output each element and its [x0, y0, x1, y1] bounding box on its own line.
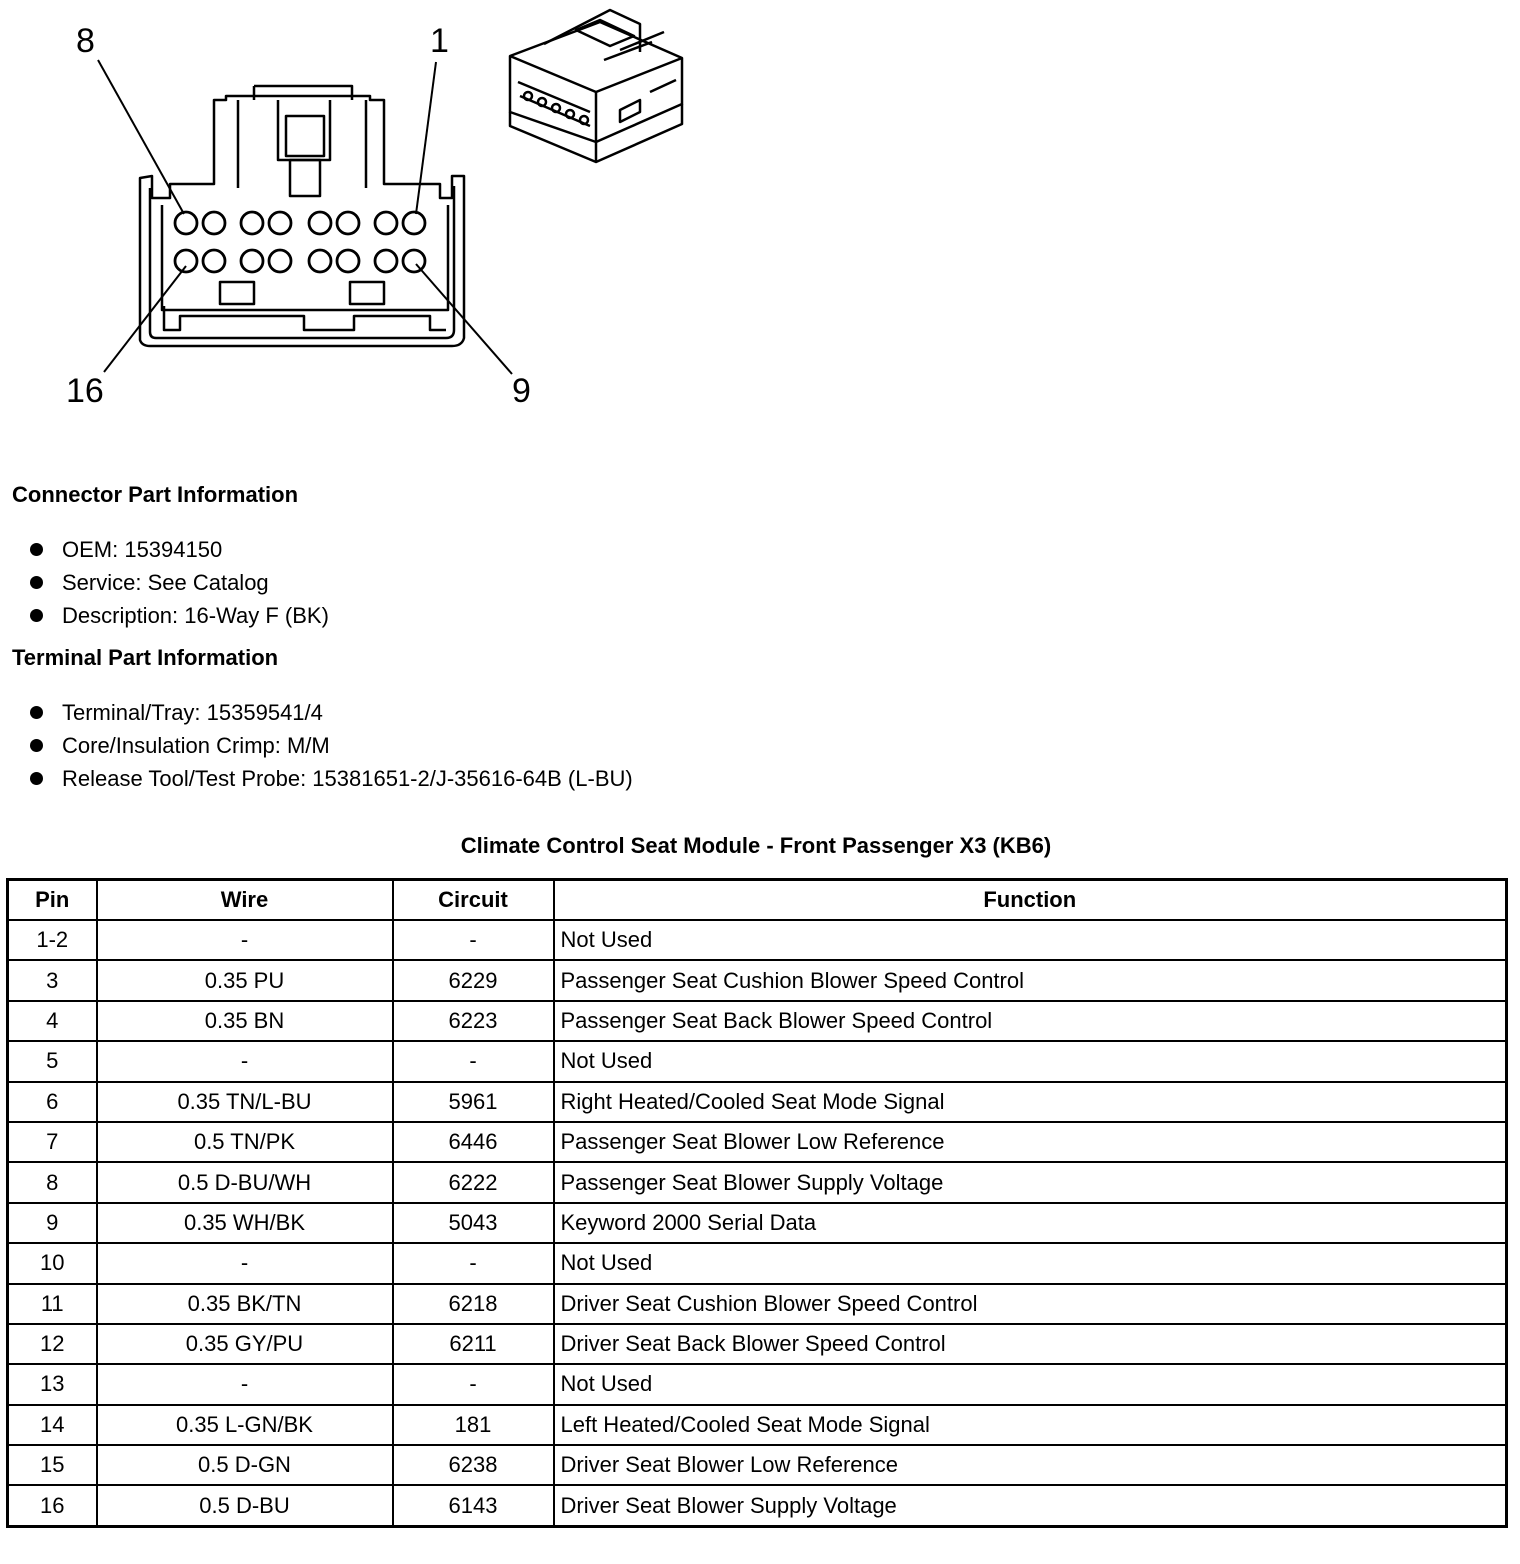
cell-function: Not Used: [554, 1243, 1507, 1283]
cell-wire: 0.5 TN/PK: [97, 1122, 393, 1162]
cell-function: Passenger Seat Cushion Blower Speed Control: [554, 960, 1507, 1000]
cell-function: Driver Seat Blower Supply Voltage: [554, 1485, 1507, 1526]
cell-function: Left Heated/Cooled Seat Mode Signal: [554, 1405, 1507, 1445]
pin-label-8: 8: [76, 22, 95, 60]
cell-wire: -: [97, 1364, 393, 1404]
terminal-info-list: [30, 696, 633, 795]
connector-iso-illustration: [510, 10, 682, 162]
table-row: [8, 960, 1507, 1000]
cell-pin: 6: [8, 1082, 97, 1122]
cell-wire: 0.35 PU: [97, 960, 393, 1000]
table-row: [8, 1082, 1507, 1122]
terminal-info-item: Terminal/Tray: 15359541/4: [30, 696, 633, 729]
cell-circuit: 6446: [393, 1122, 554, 1162]
cell-wire: 0.35 TN/L-BU: [97, 1082, 393, 1122]
leader-line-1: [416, 62, 436, 214]
header-circuit: Circuit: [393, 880, 554, 921]
table-row: [8, 1122, 1507, 1162]
key-left: [220, 282, 254, 304]
cell-pin: 1-2: [8, 920, 97, 960]
pin-label-9: 9: [512, 372, 531, 410]
table-row: [8, 1364, 1507, 1404]
table-row: [8, 1445, 1507, 1485]
cell-wire: 0.35 WH/BK: [97, 1203, 393, 1243]
table-row: [8, 1162, 1507, 1202]
cell-function: Not Used: [554, 1364, 1507, 1404]
cell-pin: 12: [8, 1324, 97, 1364]
cell-pin: 10: [8, 1243, 97, 1283]
connector-housing: [140, 96, 464, 346]
connector-info-heading: Connector Part Information: [12, 482, 299, 507]
leader-line-16: [104, 266, 186, 372]
cell-circuit: 6222: [393, 1162, 554, 1202]
pinout-table: [6, 878, 1508, 1528]
cell-circuit: -: [393, 1041, 554, 1081]
connector-info-item: Description: 16-Way F (BK): [30, 599, 329, 632]
table-row: [8, 1001, 1507, 1041]
cell-wire: -: [97, 1243, 393, 1283]
header-function: Function: [554, 880, 1507, 921]
table-title: Climate Control Seat Module - Front Passenger X3 (KB6): [460, 833, 1052, 858]
cell-circuit: 6211: [393, 1324, 554, 1364]
pin-label-1: 1: [430, 22, 449, 60]
cell-wire: 0.5 D-BU: [97, 1485, 393, 1526]
cell-pin: 16: [8, 1485, 97, 1526]
cell-wire: 0.35 BN: [97, 1001, 393, 1041]
cell-function: Passenger Seat Blower Supply Voltage: [554, 1162, 1507, 1202]
cell-circuit: 5043: [393, 1203, 554, 1243]
cell-function: Driver Seat Blower Low Reference: [554, 1445, 1507, 1485]
cell-circuit: 6238: [393, 1445, 554, 1485]
cell-function: Driver Seat Back Blower Speed Control: [554, 1324, 1507, 1364]
table-row: [8, 1243, 1507, 1283]
key-right: [350, 282, 384, 304]
cell-circuit: -: [393, 1364, 554, 1404]
cell-circuit: 6223: [393, 1001, 554, 1041]
cell-pin: 4: [8, 1001, 97, 1041]
cell-pin: 15: [8, 1445, 97, 1485]
table-header-row: [8, 880, 1507, 921]
terminal-row-bottom: [175, 250, 425, 272]
cell-wire: -: [97, 920, 393, 960]
cell-pin: 9: [8, 1203, 97, 1243]
cell-circuit: 6143: [393, 1485, 554, 1526]
cell-pin: 13: [8, 1364, 97, 1404]
cell-pin: 14: [8, 1405, 97, 1445]
lock-tab: [254, 86, 352, 100]
cell-circuit: 6218: [393, 1284, 554, 1324]
terminal-info-heading: Terminal Part Information: [12, 645, 279, 670]
header-wire: Wire: [97, 880, 393, 921]
cell-wire: -: [97, 1041, 393, 1081]
cell-wire: 0.5 D-BU/WH: [97, 1162, 393, 1202]
cell-circuit: -: [393, 920, 554, 960]
connector-info-item: OEM: 15394150: [30, 533, 329, 566]
cell-pin: 8: [8, 1162, 97, 1202]
table-row: [8, 1203, 1507, 1243]
cell-function: Passenger Seat Back Blower Speed Control: [554, 1001, 1507, 1041]
table-body: [8, 920, 1507, 1526]
cell-circuit: 181: [393, 1405, 554, 1445]
table-row: [8, 1485, 1507, 1526]
cell-pin: 5: [8, 1041, 97, 1081]
cell-circuit: 5961: [393, 1082, 554, 1122]
cell-function: Right Heated/Cooled Seat Mode Signal: [554, 1082, 1507, 1122]
cell-pin: 7: [8, 1122, 97, 1162]
terminal-row-top: [175, 212, 425, 234]
cell-function: Passenger Seat Blower Low Reference: [554, 1122, 1507, 1162]
terminal-info-item: Release Tool/Test Probe: 15381651-2/J-35616-64B (L-BU): [30, 762, 633, 795]
cell-function: Not Used: [554, 1041, 1507, 1081]
connector-diagram: [0, 0, 760, 440]
table-row: [8, 1324, 1507, 1364]
header-pin: Pin: [8, 880, 97, 921]
table-row: [8, 1284, 1507, 1324]
cell-pin: 3: [8, 960, 97, 1000]
cell-wire: 0.35 BK/TN: [97, 1284, 393, 1324]
cell-function: Driver Seat Cushion Blower Speed Control: [554, 1284, 1507, 1324]
cell-circuit: 6229: [393, 960, 554, 1000]
terminal-info-item: Core/Insulation Crimp: M/M: [30, 729, 633, 762]
connector-info-list: [30, 533, 329, 632]
connector-info-item: Service: See Catalog: [30, 566, 329, 599]
cell-wire: 0.35 GY/PU: [97, 1324, 393, 1364]
table-row: [8, 1041, 1507, 1081]
cell-function: Not Used: [554, 920, 1507, 960]
cell-circuit: -: [393, 1243, 554, 1283]
pin-label-16: 16: [66, 372, 104, 410]
cell-pin: 11: [8, 1284, 97, 1324]
cell-wire: 0.5 D-GN: [97, 1445, 393, 1485]
cell-wire: 0.35 L-GN/BK: [97, 1405, 393, 1445]
cell-function: Keyword 2000 Serial Data: [554, 1203, 1507, 1243]
table-row: [8, 1405, 1507, 1445]
table-row: [8, 920, 1507, 960]
